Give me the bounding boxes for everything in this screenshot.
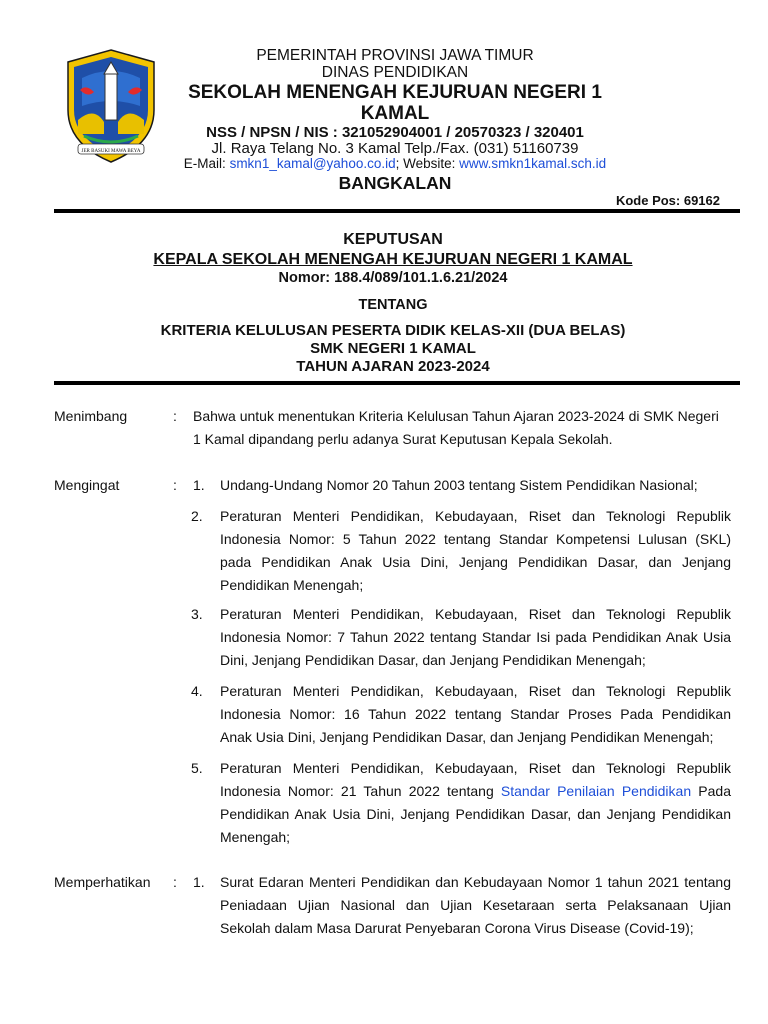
mengingat-label: Mengingat [54, 477, 120, 493]
decree-subject-line2: SMK NEGERI 1 KAMAL [310, 340, 476, 357]
list-item-number: 4. [191, 683, 203, 699]
text-line: Indonesia Nomor: 16 Tahun 2022 tentang Standar Proses Pada Pendidikan [220, 706, 731, 722]
decree-issuer: KEPALA SEKOLAH MENENGAH KEJURUAN NEGERI 1 KAMAL [153, 251, 633, 268]
school-name-line1: SEKOLAH MENENGAH KEJURUAN NEGERI 1 [188, 82, 602, 103]
mengingat-item-5 [220, 757, 731, 849]
list-item-number: 5. [191, 760, 203, 776]
text-line: 1 Kamal dipandang perlu adanya Surat Keputusan Kepala Sekolah. [193, 431, 613, 447]
contact-line [150, 156, 640, 172]
text-line: Bahwa untuk menentukan Kriteria Kelulusan Tahun Ajaran 2023-2024 di SMK Negeri [193, 408, 719, 424]
mengingat-item-2 [220, 505, 731, 597]
school-identifiers: NSS / NPSN / NIS : 321052904001 / 20570323 / 320401 [206, 124, 584, 141]
highlighted-term: Standar Penilaian Pendidikan [500, 783, 692, 799]
email-label: E-Mail: [183, 156, 230, 171]
postal-code: Kode Pos: 69162 [615, 193, 720, 208]
website-link[interactable]: www.smkn1kamal.sch.id [459, 156, 607, 171]
decree-subject-line1: KRITERIA KELULUSAN PESERTA DIDIK KELAS-XII (DUA BELAS) [160, 322, 626, 339]
menimbang-text [193, 405, 731, 451]
text-line: Indonesia Nomor: 7 Tahun 2022 tentang Standar Isi pada Pendidikan Anak Usia [220, 629, 731, 645]
list-item-number: 1. [193, 874, 205, 890]
website-label: ; Website: [395, 156, 460, 171]
text-line: Undang-Undang Nomor 20 Tahun 2003 tentang Sistem Pendidikan Nasional; [220, 477, 698, 493]
menimbang-label: Menimbang [54, 408, 128, 424]
letterhead-divider [54, 209, 740, 213]
school-address: Jl. Raya Telang No. 3 Kamal Telp./Fax. (031) 51160739 [211, 140, 579, 157]
memperhatikan-label: Memperhatikan [54, 874, 151, 890]
text-line: Peraturan Menteri Pendidikan, Kebudayaan, Riset dan Teknologi Republik [220, 606, 731, 622]
list-item-number: 2. [191, 508, 203, 524]
list-item-number: 1. [193, 477, 205, 493]
text-line: Menengah; [220, 829, 291, 845]
text-line: Anak Usia Dini, Jenjang Pendidikan Dasar, dan Jenjang Pendidikan Menengah; [220, 729, 714, 745]
province-name: PEMERINTAH PROVINSI JAWA TIMUR [256, 47, 534, 64]
list-item-number: 3. [191, 606, 203, 622]
mengingat-colon: : [173, 477, 177, 493]
mengingat-item-4 [220, 680, 731, 749]
decree-about: TENTANG [358, 297, 428, 313]
memperhatikan-colon: : [173, 874, 177, 890]
text-line: Surat Edaran Menteri Pendidikan dan Kebudayaan Nomor 1 tahun 2021 tentang [220, 874, 731, 890]
seal-motto-text: JER BASUKI MAWA BEYA [81, 149, 141, 154]
mengingat-item-3 [220, 603, 731, 672]
text-line-with-highlight [220, 780, 731, 803]
school-name-line2: KAMAL [360, 103, 430, 124]
decree-subject-line3: TAHUN AJARAN 2023-2024 [296, 358, 490, 375]
title-divider [54, 381, 740, 385]
text-line: Sekolah dalam Masa Darurat Penyebaran Corona Virus Disease (Covid-19); [220, 920, 694, 936]
text-line: Peraturan Menteri Pendidikan, Kebudayaan, Riset dan Teknologi Republik [220, 508, 731, 524]
city-name: BANGKALAN [338, 173, 452, 193]
decree-number: Nomor: 188.4/089/101.1.6.21/2024 [278, 270, 508, 286]
menimbang-colon: : [173, 408, 177, 424]
department-name: DINAS PENDIDIKAN [321, 64, 469, 81]
text-line: Indonesia Nomor: 5 Tahun 2022 tentang Standar Kompetensi Lulusan (SKL) [220, 531, 731, 547]
email-link[interactable]: smkn1_kamal@yahoo.co.id [229, 156, 396, 171]
text-segment: Pada [691, 783, 731, 799]
decree-heading: KEPUTUSAN [343, 231, 443, 248]
east-java-seal-logo [64, 48, 158, 164]
memperhatikan-item-1 [220, 871, 731, 940]
mengingat-item-1 [220, 474, 731, 497]
text-line: pada Pendidikan Anak Usia Dini, Jenjang Pendidikan Dasar, dan Jenjang [220, 554, 731, 570]
text-line: Pendidikan Menengah; [220, 577, 364, 593]
text-line: Peniadaan Ujian Nasional dan Ujian Kesetaraan serta Pelaksanaan Ujian [220, 897, 731, 913]
text-segment: Indonesia Nomor: 21 Tahun 2022 tentang [220, 783, 501, 799]
text-line: Peraturan Menteri Pendidikan, Kebudayaan, Riset dan Teknologi Republik [220, 760, 731, 776]
text-line: Dini, Jenjang Pendidikan Dasar, dan Jenjang Pendidikan Menengah; [220, 652, 646, 668]
text-line: Pendidikan Anak Usia Dini, Jenjang Pendidikan Dasar, dan Jenjang Pendidikan [220, 806, 731, 822]
text-line: Peraturan Menteri Pendidikan, Kebudayaan, Riset dan Teknologi Republik [220, 683, 731, 699]
